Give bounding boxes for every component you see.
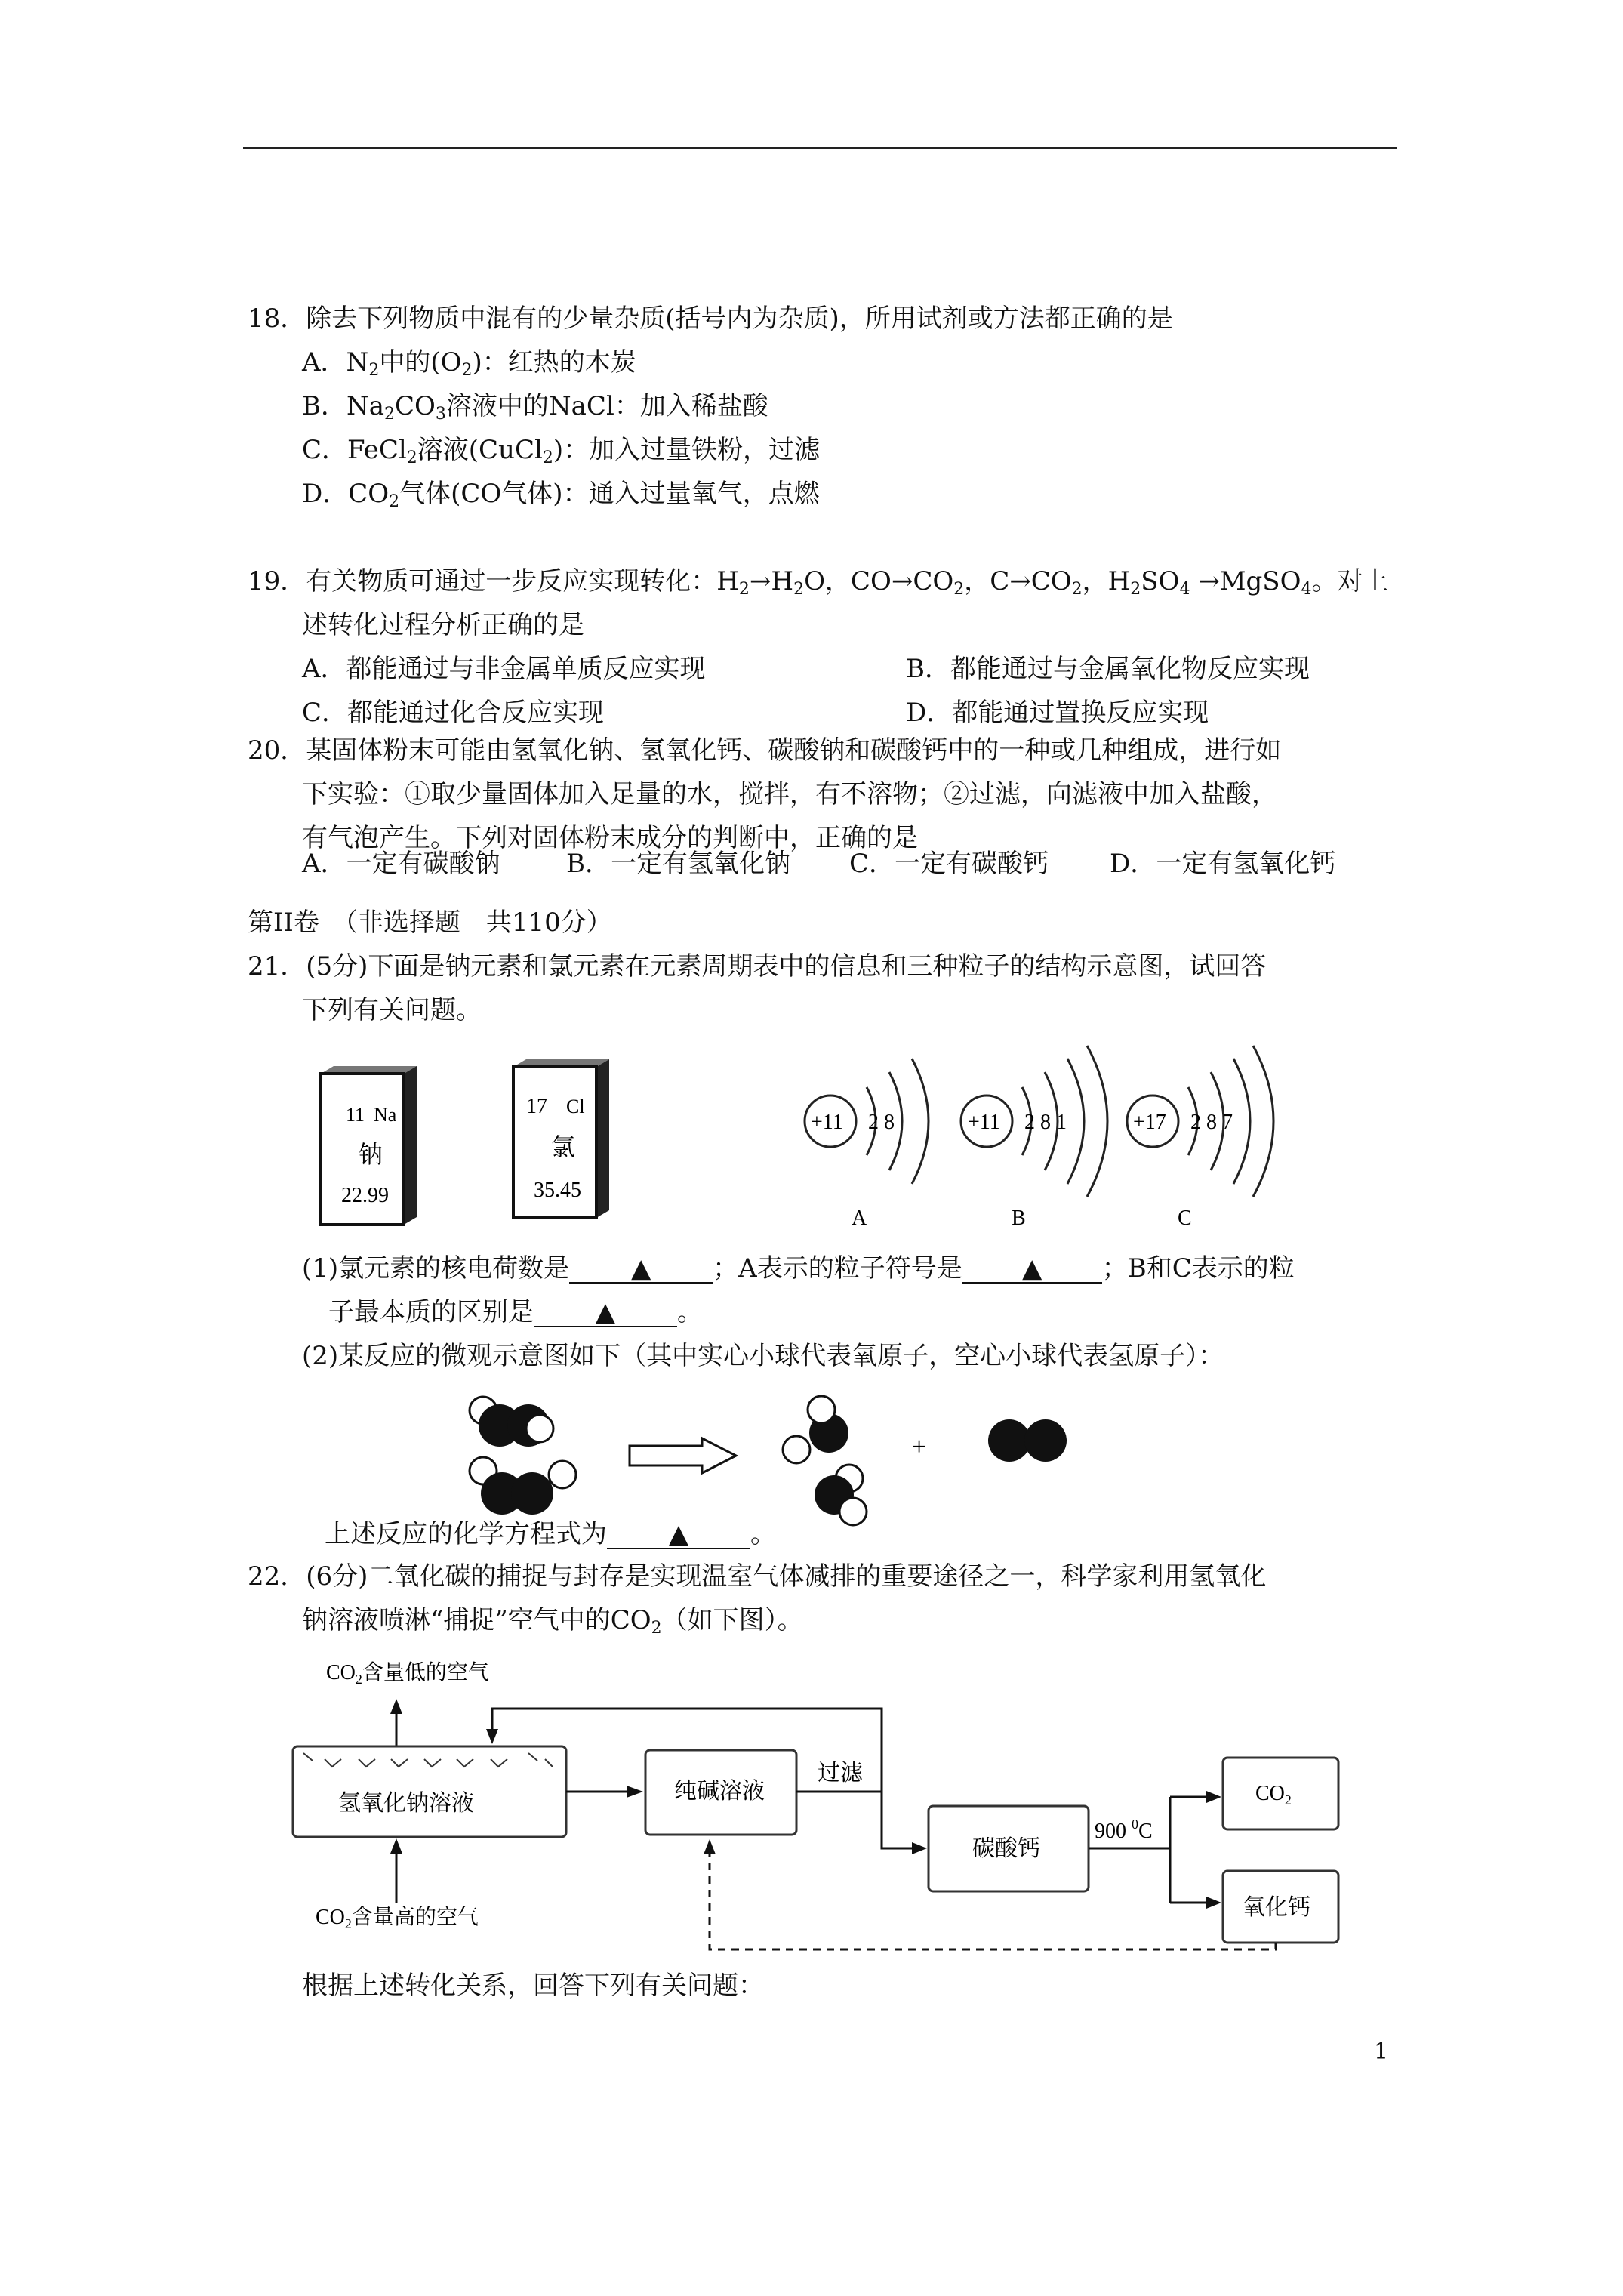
h2o2-molecule-1: [470, 1397, 553, 1447]
q20-option-a: A．一定有碳酸钠: [302, 849, 500, 879]
q20-option-b: B．一定有氢氧化钠: [566, 849, 790, 879]
q20-stem-line1: 20．某固体粉末可能由氢氧化钠、氢氧化钙、碳酸钠和碳酸钙中的一种或几种组成，进行如: [248, 735, 1282, 766]
na-symbol: Na: [374, 1104, 397, 1126]
q20-stem-line2: 下实验：①取少量固体加入足量的水，搅拌，有不溶物；②过滤，向滤液中加入盐酸，: [302, 779, 1277, 809]
atom-b-label: B: [1012, 1207, 1026, 1230]
soda-label: 纯碱溶液: [674, 1779, 765, 1804]
q20-option-d: D．一定有氢氧化钙: [1110, 849, 1336, 879]
cl-atomic-mass: 35.45: [534, 1179, 581, 1202]
svg-text:+11: +11: [968, 1111, 1000, 1134]
q21-stem-line1: 21．(5分)下面是钠元素和氯元素在元素周期表中的信息和三种粒子的结构示意图，试回答: [248, 951, 1267, 982]
q21-stem-line2: 下列有关问题。: [302, 995, 482, 1025]
q19-stem-line2: 述转化过程分析正确的是: [302, 610, 584, 640]
answer-blank-3[interactable]: ▲: [534, 1299, 677, 1327]
caco3-label: 碳酸钙: [972, 1836, 1040, 1861]
q18-stem: 18．除去下列物质中混有的少量杂质(括号内为杂质)，所用试剂或方法都正确的是: [248, 304, 1173, 334]
na-atomic-number: 11: [346, 1104, 365, 1126]
q22-stem-line1: 22．(6分)二氧化碳的捕捉与封存是实现温室气体减排的重要途径之一，科学家利用氢氧化: [248, 1561, 1267, 1592]
q19-option-c: C．都能通过化合反应实现: [302, 698, 605, 728]
atom-a-label: A: [852, 1207, 867, 1230]
q18-option-d: D．$CO_2$气体(CO气体)：通入过量氧气，点燃: [302, 479, 820, 511]
answer-blank-2[interactable]: ▲: [962, 1255, 1102, 1284]
reaction-arrow-icon: [630, 1438, 736, 1473]
page-number: 1: [1374, 2039, 1389, 2065]
q18-option-b: B．$Na_2CO_3$溶液中的NaCl：加入稀盐酸: [302, 391, 768, 424]
low-co2-air-label: $CO_2$含量低的空气: [326, 1661, 489, 1687]
atom-b-shells: 2 8 1: [1024, 1111, 1067, 1134]
h2o-molecule-1: [783, 1396, 848, 1463]
cl-atomic-number: 17: [526, 1095, 547, 1118]
q22-stem-line2: 钠溶液喷淋“捕捉”空气中的$CO_2$（如下图）。: [302, 1605, 803, 1638]
co2-label: $CO_2$: [1255, 1782, 1292, 1808]
na-name: 钠: [359, 1141, 383, 1168]
temperature-label: 900 $^0$C: [1095, 1817, 1153, 1843]
q20-stem-line3: 有气泡产生。下列对固体粉末成分的判断中，正确的是: [302, 823, 918, 853]
answer-blank-1[interactable]: ▲: [569, 1255, 713, 1284]
chlorine-element-card: [513, 1059, 609, 1218]
atom-c-shells: 2 8 7: [1190, 1111, 1233, 1134]
section-2-heading: 第II卷 （非选择题 共110分）: [248, 908, 612, 938]
h2o-molecule-2: [815, 1465, 867, 1525]
atom-structure-c: [1127, 1046, 1273, 1230]
sodium-element-card: [321, 1066, 417, 1225]
q19-option-a: A．都能通过与非金属单质反应实现: [302, 654, 706, 684]
q18-option-c: C．FeCl$_2$溶液(CuCl$_2$)：加入过量铁粉，过滤: [302, 435, 821, 467]
q22-prompt: 根据上述转化关系，回答下列有关问题：: [302, 1971, 764, 2001]
svg-text:+11: +11: [811, 1111, 843, 1134]
atom-structure-a: [805, 1059, 929, 1230]
q20-option-c: C．一定有碳酸钙: [849, 849, 1049, 879]
o2-molecule: [988, 1419, 1067, 1462]
naoh-label: 氢氧化钠溶液: [338, 1791, 474, 1816]
cao-label: 氧化钙: [1243, 1895, 1310, 1920]
na-atomic-mass: 22.99: [341, 1184, 389, 1207]
cl-name: 氯: [551, 1133, 576, 1160]
q21-equation-line: 上述反应的化学方程式为 ▲ 。: [325, 1519, 776, 1549]
q21-part2: (2)某反应的微观示意图如下（其中实心小球代表氧原子，空心小球代表氢原子）：: [302, 1341, 1224, 1371]
high-co2-air-label: $CO_2$含量高的空气: [316, 1906, 479, 1931]
cl-symbol: Cl: [566, 1096, 585, 1117]
atom-a-shells: 2 8: [868, 1111, 895, 1134]
plus-sign: +: [912, 1433, 927, 1461]
q18-option-a: A．$N_2$中的$(O_2)$：红热的木炭: [302, 347, 636, 380]
h2o2-molecule-2: [470, 1457, 576, 1515]
q21-part1-line2: 子最本质的区别是 ▲ 。: [328, 1297, 703, 1327]
filter-label: 过滤: [818, 1761, 863, 1786]
atom-structure-b: [961, 1046, 1107, 1230]
reaction-micro-diagram: [470, 1396, 1067, 1525]
q19-stem-line1: 19．有关物质可通过一步反应实现转化：$H_2\to H_2O$，$CO\to CO_2$，$C\to CO_2$，$H_2SO_4$ →MgSO$_4$。对上: [248, 566, 1389, 599]
q19-option-b: B．都能通过与金属氧化物反应实现: [906, 654, 1310, 684]
answer-blank-4[interactable]: ▲: [607, 1521, 750, 1549]
q21-part1-line1: (1)氯元素的核电荷数是 ▲ ；A表示的粒子符号是 ▲ ；B和C表示的粒: [302, 1253, 1295, 1284]
atom-c-label: C: [1178, 1207, 1192, 1230]
co2-capture-flowchart: [293, 1660, 1338, 1949]
svg-text:+17: +17: [1133, 1111, 1166, 1134]
q19-option-d: D．都能通过置换反应实现: [906, 698, 1209, 728]
